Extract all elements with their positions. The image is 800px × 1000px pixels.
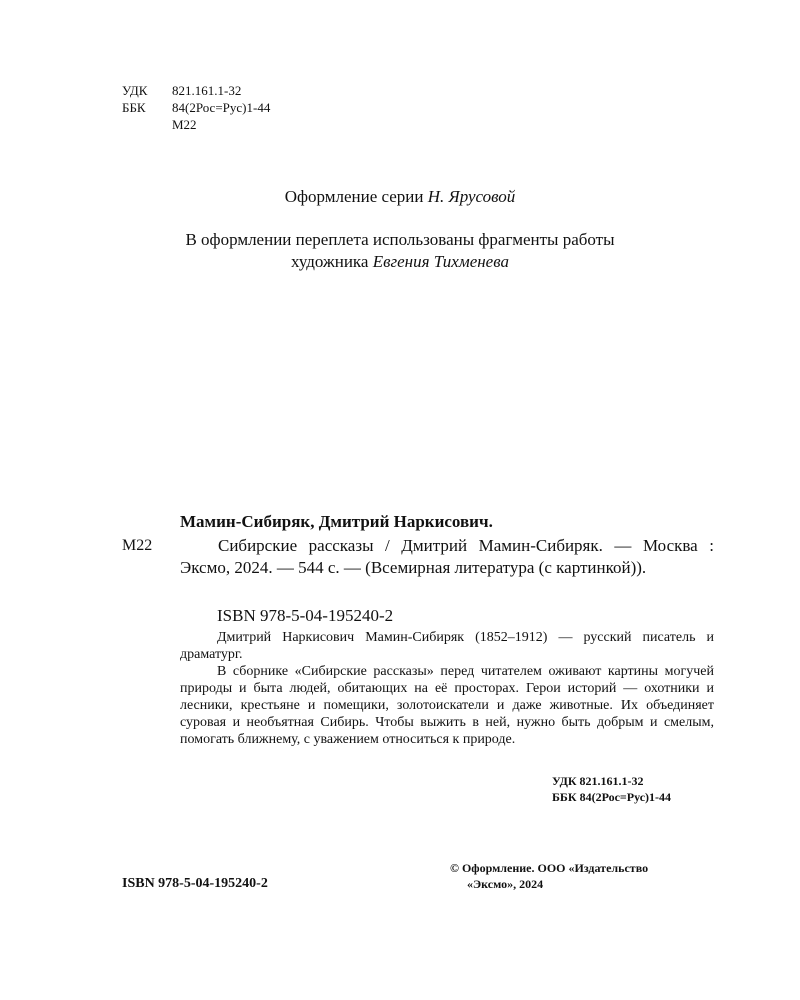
bibliographic-description: Сибирские рассказы / Дмитрий Мамин-Сибиряк. — Москва : Эксмо, 2024. — 544 с. — (Всемирная литература (с картинкой)). (180, 536, 714, 577)
annotation-paragraph: Дмитрий Наркисович Мамин-Сибиряк (1852–1912) — русский писатель и драматург. (180, 630, 714, 662)
catalog-udk: УДК 821.161.1-32 (552, 774, 644, 788)
catalog-codes (552, 773, 671, 805)
series-designer-name: Н. Ярусовой (427, 187, 516, 206)
footer-isbn: ISBN 978-5-04-195240-2 (122, 876, 268, 891)
catalog-isbn: ISBN 978-5-04-195240-2 (217, 606, 394, 625)
series-design-prefix: Оформление серии (284, 187, 424, 206)
copyright-line: «Эксмо», 2024 (467, 877, 544, 891)
author-mark: М22 (172, 117, 197, 132)
cover-art-prefix: художника (290, 252, 369, 271)
bbk-value: 84(2Рос=Рус)1-44 (172, 100, 271, 115)
udk-value: 821.161.1-32 (172, 83, 242, 98)
classification-codes (122, 82, 270, 133)
artist-name: Евгения Тихменева (372, 252, 509, 271)
annotation-paragraph: В сборнике «Сибирские рассказы» перед читателем оживают картины могучей природы и быта людей, обитающих на её просторах. Герои историй — охотники и лесники, крестьяне и помещики, золотоискатели и даже животные. Их объединяет суровая и необъятная Сибирь. Чтобы выжить в ней, нужно быть добрым и смелым, помогать ближнему, с уважением относиться к природе. (180, 664, 714, 747)
series-design-credit (0, 186, 800, 208)
catalog-bbk: ББК 84(2Рос=Рус)1-44 (552, 790, 672, 804)
copyright-line: © Оформление. ООО «Издательство (450, 861, 649, 875)
copyright-notice (450, 860, 725, 892)
cover-art-credit (0, 229, 800, 273)
annotation (180, 629, 714, 748)
cover-art-line1: В оформлении переплета использованы фрагменты работы (185, 230, 615, 249)
udk-label: УДК (122, 83, 148, 98)
catalog-author: Мамин-Сибиряк, Дмитрий Наркисович. (180, 512, 493, 531)
bbk-label: ББК (122, 100, 146, 115)
catalog-mark: М22 (122, 537, 153, 554)
